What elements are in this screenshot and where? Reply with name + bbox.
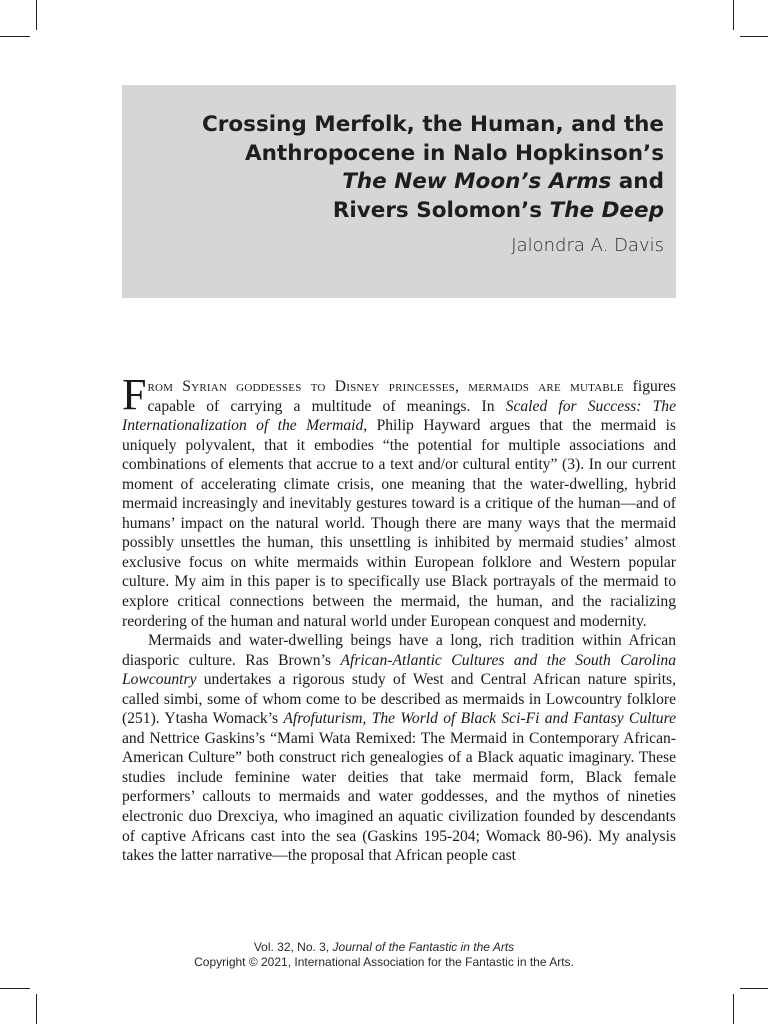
title-line-1: Crossing Merfolk, the Human, and the <box>202 112 664 137</box>
paragraph-1-text-a: figures capable of carrying a multitude of meanings. In <box>147 378 676 415</box>
footer-journal-name: Journal of the Fantastic in the Arts <box>332 940 515 954</box>
crop-mark-bottom-left-h <box>0 988 30 989</box>
paragraph-1-smallcaps: rom Syrian goddesses to Disney princesses, mermaids are mutable <box>147 378 624 395</box>
paragraph-1-italic-title: Scaled for Success: The Internationalization of the Mermaid <box>122 397 676 435</box>
title-line-3-rest: and <box>611 169 664 194</box>
drop-cap: F <box>122 370 147 419</box>
paragraph-2-italic-title-1: African-Atlantic Cultures and the South Carolina Lowcountry <box>122 651 677 689</box>
paragraph-2 <box>122 631 676 866</box>
title-line-3-italic: The New Moon’s Arms <box>342 169 612 194</box>
crop-mark-bottom-right-h <box>740 988 768 989</box>
paragraph-2-text-b: undertakes a rigorous study of West and Central African nature spirits, called simbi, some of whom come to be described as mermaids in Lowcountry folklore (251). Ytasha Womack’s <box>122 671 676 728</box>
title-line-4-italic: The Deep <box>549 197 664 223</box>
article-body <box>122 370 677 866</box>
footer-copyright: Copyright © 2021, International Association for the Fantastic in the Arts. <box>194 955 574 969</box>
crop-mark-top-left-h <box>0 36 30 37</box>
crop-mark-top-right-v <box>733 0 734 30</box>
page-footer <box>0 940 768 970</box>
paragraph-2-text-a: Mermaids and water-dwelling beings have a long, rich tradition within African diasporic culture. Ras Brown’s <box>122 632 676 669</box>
title-line-2: Anthropocene in Nalo Hopkinson’s <box>244 140 664 166</box>
paragraph-1-text-b: , Philip Hayward argues that the mermaid is uniquely polyvalent, that it embodies “the potential for multiple associations and combinations of elements that accrue to a text and/or cultural entity” (3). In our current moment of accelerating climate crisis, one meaning that the water-dwelling, hybrid mermaid increasingly and inevitably gestures toward is a critique of the human—and of humans’ impact on the natural world. Though there are many ways that the mermaid possibly unsettles the human, this unsettling is inhibited by mermaid studies’ almost exclusive focus on white mermaids within European folklore and Western popular culture. My aim in this paper is to specifically use Black portrayals of the mermaid to explore critical connections between the mermaid, the human, and the racializing reordering of the human and natural world under European conquest and modernity. <box>122 417 677 630</box>
paragraph-2-italic-title-2: Afrofuturism, The World of Black Sci-Fi and Fantasy Culture <box>283 710 677 728</box>
paragraph-1 <box>122 370 677 631</box>
title-line-4-pre: Rivers Solomon’s <box>332 197 550 223</box>
crop-mark-bottom-right-v <box>733 994 734 1024</box>
crop-mark-top-left-v <box>36 0 37 30</box>
footer-journal-line <box>0 940 768 955</box>
footer-volume: Vol. 32, No. 3, <box>253 940 333 954</box>
paragraph-2-text-c: and Nettrice Gaskins’s “Mami Wata Remixed: The Mermaid in Contemporary African-American Culture” both construct rich genealogies of a Black aquatic imaginary. These studies include feminine water deities that take mermaid form, Black female performers’ callouts to mermaids and water goddesses, and the mythos of nineties electronic duo Drexciya, who imagined an aquatic civilization founded by descendants of captive Africans cast into the sea (Gaskins 195-204; Womack 80-96). My analysis takes the latter narrative—the proposal that African people cast <box>122 729 676 865</box>
author-name: Jalondra A. Davis <box>511 235 664 256</box>
crop-mark-bottom-left-v <box>36 994 37 1024</box>
crop-mark-top-right-h <box>740 36 768 37</box>
title-block <box>122 85 676 298</box>
article-title <box>144 111 664 225</box>
